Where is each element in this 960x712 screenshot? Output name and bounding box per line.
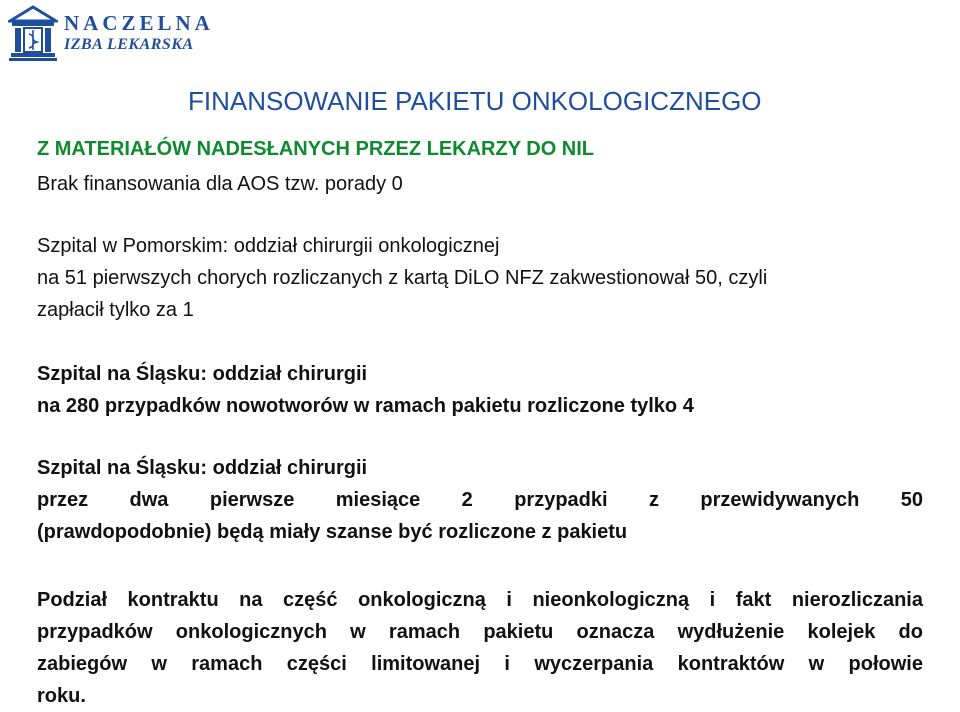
paragraph-contract-split	[37, 584, 923, 712]
logo-line1: NACZELNA	[64, 11, 214, 35]
paragraph-slask-1	[37, 358, 923, 422]
paragraph-pomorskie	[37, 230, 923, 326]
text-line: Brak finansowania dla AOS tzw. porady 0	[37, 173, 403, 195]
logo-text	[64, 11, 214, 55]
paragraph-slask-2	[37, 452, 923, 548]
text-line: Szpital na Śląsku: oddział chirurgii	[37, 457, 368, 479]
text-line: Szpital na Śląsku: oddział chirurgii	[37, 363, 368, 385]
paragraph-no-funding	[37, 168, 923, 200]
text-line: na 280 przypadków nowotworów w ramach pakietu rozliczone tylko 4	[37, 395, 694, 417]
page-title: FINANSOWANIE PAKIETU ONKOLOGICZNEGO	[188, 86, 762, 116]
text-line: roku.	[37, 685, 86, 707]
nil-logo	[8, 4, 214, 62]
text-line: przez dwa pierwsze miesiące 2 przypadki z przewidywanych 50	[37, 489, 923, 511]
text-line: na 51 pierwszych chorych rozliczanych z kartą DiLO NFZ zakwestionował 50, czyli	[37, 267, 768, 289]
building-icon	[8, 5, 58, 61]
text-line: zapłacił tylko za 1	[37, 299, 194, 321]
logo-line2: IZBA LEKARSKA	[64, 36, 194, 53]
text-line: Podział kontraktu na część onkologiczną i nieonkologiczną i fakt nierozliczania	[37, 589, 923, 611]
text-line: zabiegów w ramach części limitowanej i wyczerpania kontraktów w połowie	[37, 653, 923, 675]
text-line: Szpital w Pomorskim: oddział chirurgii onkologicznej	[37, 235, 500, 257]
text-line: (prawdopodobnie) będą miały szanse być rozliczone z pakietu	[37, 521, 628, 543]
subtitle: Z MATERIAŁÓW NADESŁANYCH PRZEZ LEKARZY DO NIL	[37, 138, 595, 160]
text-line: przypadków onkologicznych w ramach pakietu oznacza wydłużenie kolejek do	[37, 621, 923, 643]
